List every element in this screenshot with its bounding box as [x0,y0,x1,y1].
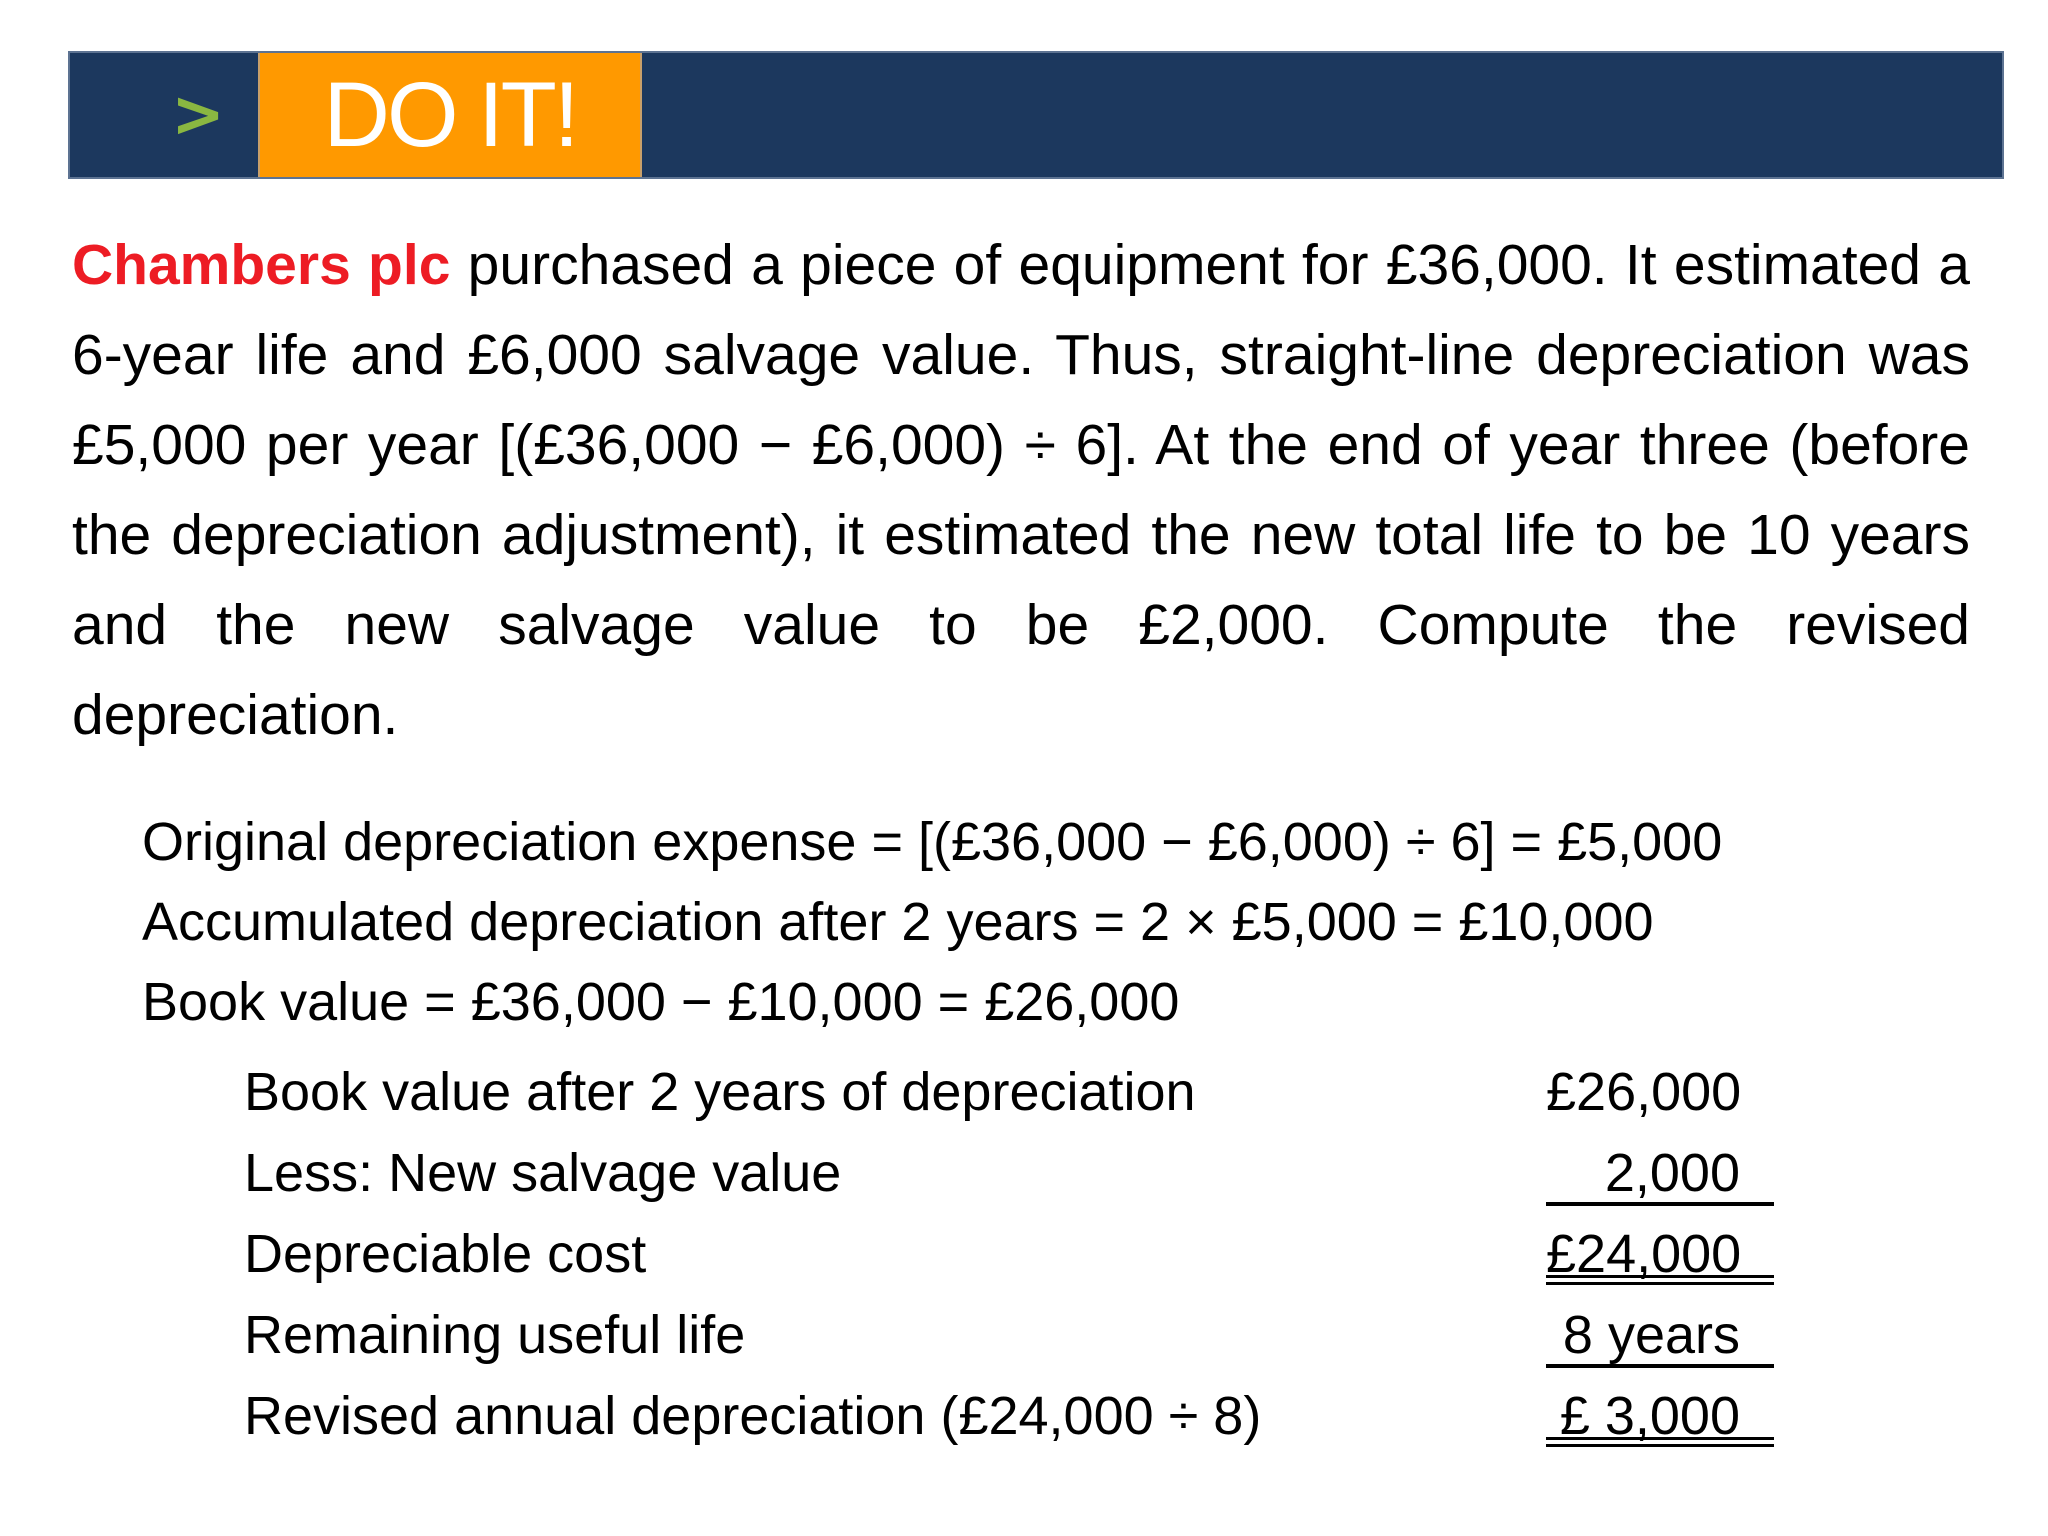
schedule-label: Book value after 2 years of depreciation [244,1062,1196,1122]
schedule-amount: 2,000 [1546,1133,1774,1206]
calc-accumulated-depreciation: Accumulated depreciation after 2 years = 2 × £5,000 = £10,000 [142,892,1654,952]
company-name: Chambers plc [72,233,451,297]
calculation-lines [142,802,1722,1042]
revised-depreciation-schedule [244,1052,1774,1457]
problem-text: purchased a piece of equipment for £36,000. It estimated a 6-year life and £6,000 salvage value. Thus, straight-line depreciation was £5,000 per year [(£36,000 − £6,000) ÷ 6]. At the end of year three (before the depreciation adjustment), it estimated the new total life to be 10 years and the new salvage value to be £2,000. Compute the revised depreciation. [72,233,1970,747]
schedule-amount: 8 years [1546,1295,1774,1368]
schedule-amount: £26,000 [1546,1062,1742,1122]
calc-original-depreciation: Original depreciation expense = [(£36,000 − £6,000) ÷ 6] = £5,000 [142,812,1723,872]
schedule-label: Less: New salvage value [244,1143,842,1203]
schedule-amount: £ 3,000 [1546,1376,1774,1447]
problem-statement [72,220,1970,760]
schedule-amount: £24,000 [1546,1214,1774,1285]
schedule-label: Depreciable cost [244,1224,647,1284]
schedule-row [244,1133,1774,1214]
schedule-row [244,1376,1774,1457]
schedule-label: Revised annual depreciation (£24,000 ÷ 8) [244,1386,1262,1446]
calc-book-value: Book value = £36,000 − £10,000 = £26,000 [142,972,1180,1032]
arrow-icon: > [171,78,225,152]
header-banner [68,51,2004,179]
schedule-label: Remaining useful life [244,1305,746,1365]
do-it-title: DO IT! [258,53,642,177]
schedule-row [244,1214,1774,1295]
schedule-row [244,1052,1774,1133]
schedule-row [244,1295,1774,1376]
